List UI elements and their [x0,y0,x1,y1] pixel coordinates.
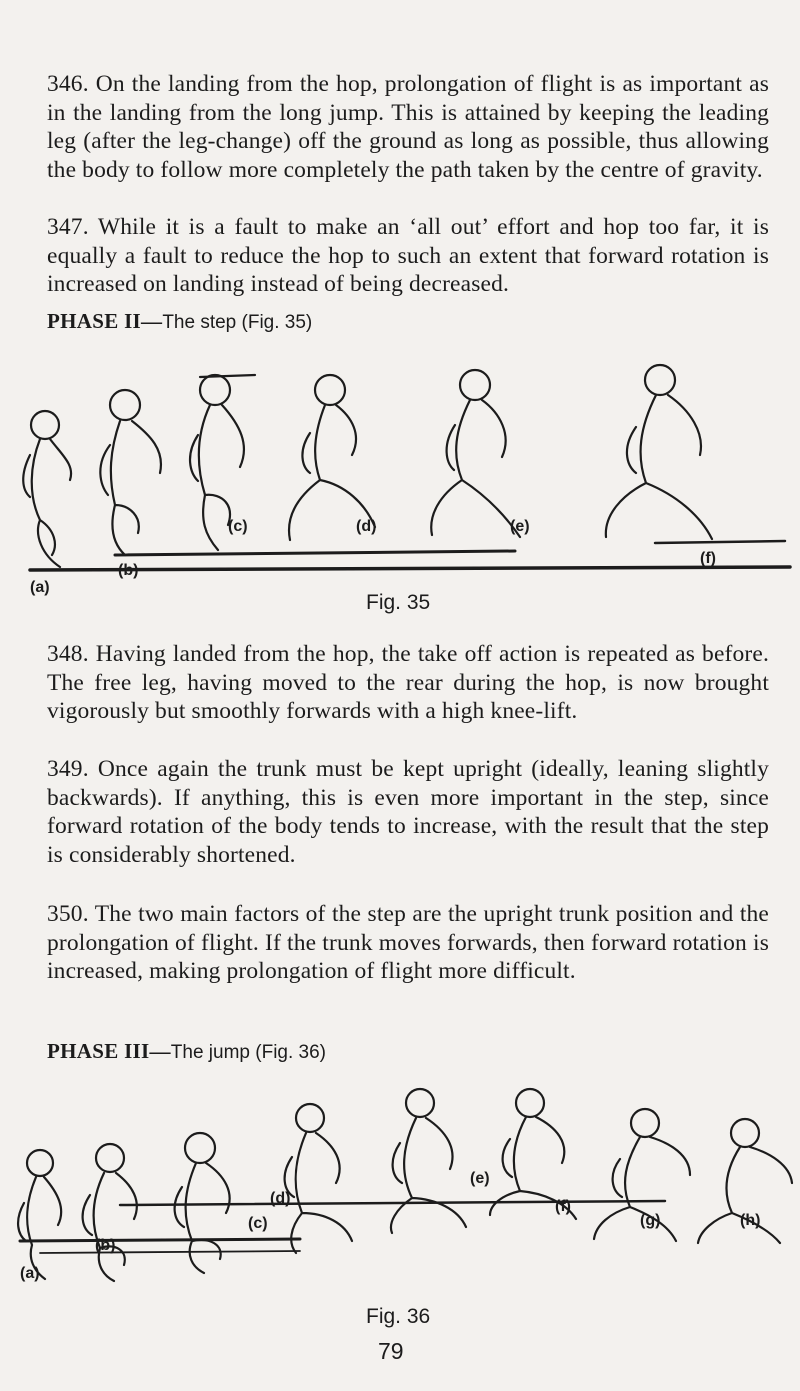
fig35-label-f: (f) [700,550,716,567]
figure-35 [0,355,800,614]
fig35-label-a: (a) [30,579,50,596]
fig36-label-h: (h) [740,1212,761,1229]
fig36-label-g: (g) [640,1212,661,1229]
paragraph-347: 347. While it is a fault to make an ‘all out’ effort and hop too far, it is equally a fault to reduce the hop to such an extent that forward rotation is increased on landing instead of being decreased. [47,214,769,297]
fig36-label-d: (d) [270,1190,291,1207]
figure-36-illustration [0,1083,800,1333]
fig35-label-e: (e) [510,518,530,535]
fig36-label-a: (a) [20,1265,40,1282]
fig35-label-c: (c) [228,518,248,535]
fig35-label-b: (b) [118,562,139,579]
figure-35-caption: Fig. 35 [366,591,431,614]
paragraph-350: 350. The two main factors of the step are the upright trunk position and the prolongation of flight. If the trunk moves forwards, then forward rotation is increased, making prolongation of flight more difficult. [47,901,769,984]
paragraph-348: 348. Having landed from the hop, the take off action is repeated as before. The free leg, having moved to the rear during the hop, is now brought vigorously but smoothly forwards with a high knee-lift. [47,641,769,724]
phase-two-heading-bold: PHASE II— [47,309,163,333]
fig36-label-f: (f) [555,1198,571,1215]
phase-three-heading-rest: The jump (Fig. 36) [170,1042,327,1063]
figure-36-caption: Fig. 36 [366,1305,431,1328]
paragraph-349: 349. Once again the trunk must be kept upright (ideally, leaning slightly backwards). If anything, this is even more important in the step, since forward rotation of the body tends to increase, with the result that the step is considerably shortened. [47,756,769,868]
fig36-label-c: (c) [248,1215,268,1232]
paragraph-346: 346. On the landing from the hop, prolongation of flight is as important as in the landing from the long jump. This is attained by keeping the leading leg (after the leg-change) off the ground as long as possible, thus allowing the body to follow more completely the path taken by the centre of gravity. [47,71,769,183]
phase-two-heading [47,308,312,336]
phase-three-heading-bold: PHASE III— [47,1039,171,1063]
figure-36 [0,1083,800,1333]
fig35-label-d: (d) [356,518,377,535]
fig36-label-b: (b) [95,1237,116,1254]
page-number: 79 [378,1338,404,1364]
phase-three-heading [47,1038,326,1066]
figure-35-illustration [0,355,800,610]
phase-two-heading-rest: The step (Fig. 35) [162,312,313,333]
fig36-label-e: (e) [470,1170,490,1187]
